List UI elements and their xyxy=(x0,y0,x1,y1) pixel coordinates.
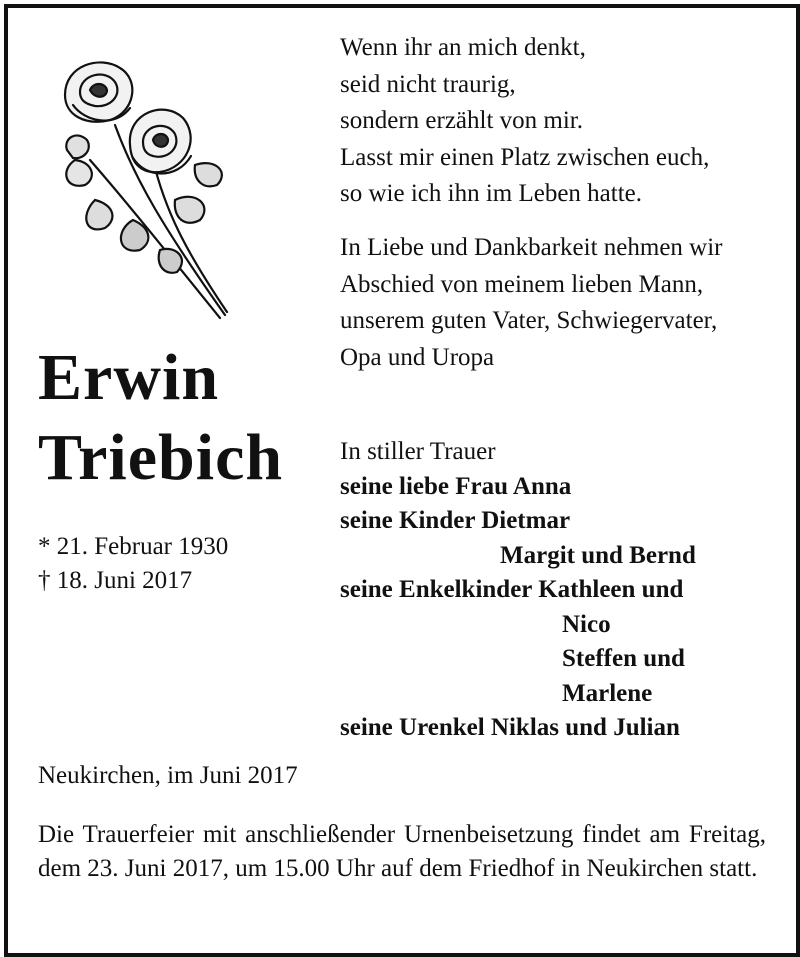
mourners-block xyxy=(340,435,696,746)
life-dates xyxy=(38,530,228,598)
funeral-notice: Die Trauerfeier mit anschließender Urnenbeisetzung findet am Freitag, dem 23. Juni 2017, um 15.00 Uhr auf dem Friedhof in Neukirchen statt. xyxy=(38,821,766,882)
death-date: † 18. Juni 2017 xyxy=(38,567,193,594)
place-date: Neukirchen, im Juni 2017 xyxy=(38,762,298,789)
intro-line: In Liebe und Dankbarkeit nehmen wir xyxy=(340,234,723,261)
rose-icon xyxy=(55,50,245,325)
mourner-children: seine Kinder Dietmar xyxy=(340,507,571,534)
poem-line: seid nicht traurig, xyxy=(340,70,516,98)
deceased-first-name: Erwin xyxy=(38,341,220,414)
mourner-grandchild: Marlene xyxy=(562,679,653,707)
mourner-great-grandchildren: seine Urenkel Niklas und Julian xyxy=(340,714,680,741)
mourner-grandchild: Nico xyxy=(562,610,611,638)
mourner-wife: seine liebe Frau Anna xyxy=(340,472,572,500)
poem-line: so wie ich ihn im Leben hatte. xyxy=(340,180,643,208)
mourner-children-cont: Margit und Bernd xyxy=(500,541,696,569)
poem-line: Lasst mir einen Platz zwischen euch, xyxy=(340,143,710,171)
poem-block xyxy=(340,30,709,213)
mourners-heading: In stiller Trauer xyxy=(340,438,496,465)
intro-line: Abschied von meinem lieben Mann, xyxy=(340,270,704,298)
mourner-grandchild: Steffen und xyxy=(562,645,685,672)
deceased-last-name: Triebich xyxy=(38,421,284,494)
poem-line: sondern erzählt von mir. xyxy=(340,107,583,135)
intro-line: Opa und Uropa xyxy=(340,343,495,371)
poem-line: Wenn ihr an mich denkt, xyxy=(340,34,586,61)
intro-line: unserem guten Vater, Schwiegervater, xyxy=(340,307,718,335)
mourner-grandchildren: seine Enkelkinder Kathleen und xyxy=(340,576,684,603)
intro-block xyxy=(340,230,723,376)
birth-date: * 21. Februar 1930 xyxy=(38,533,229,560)
